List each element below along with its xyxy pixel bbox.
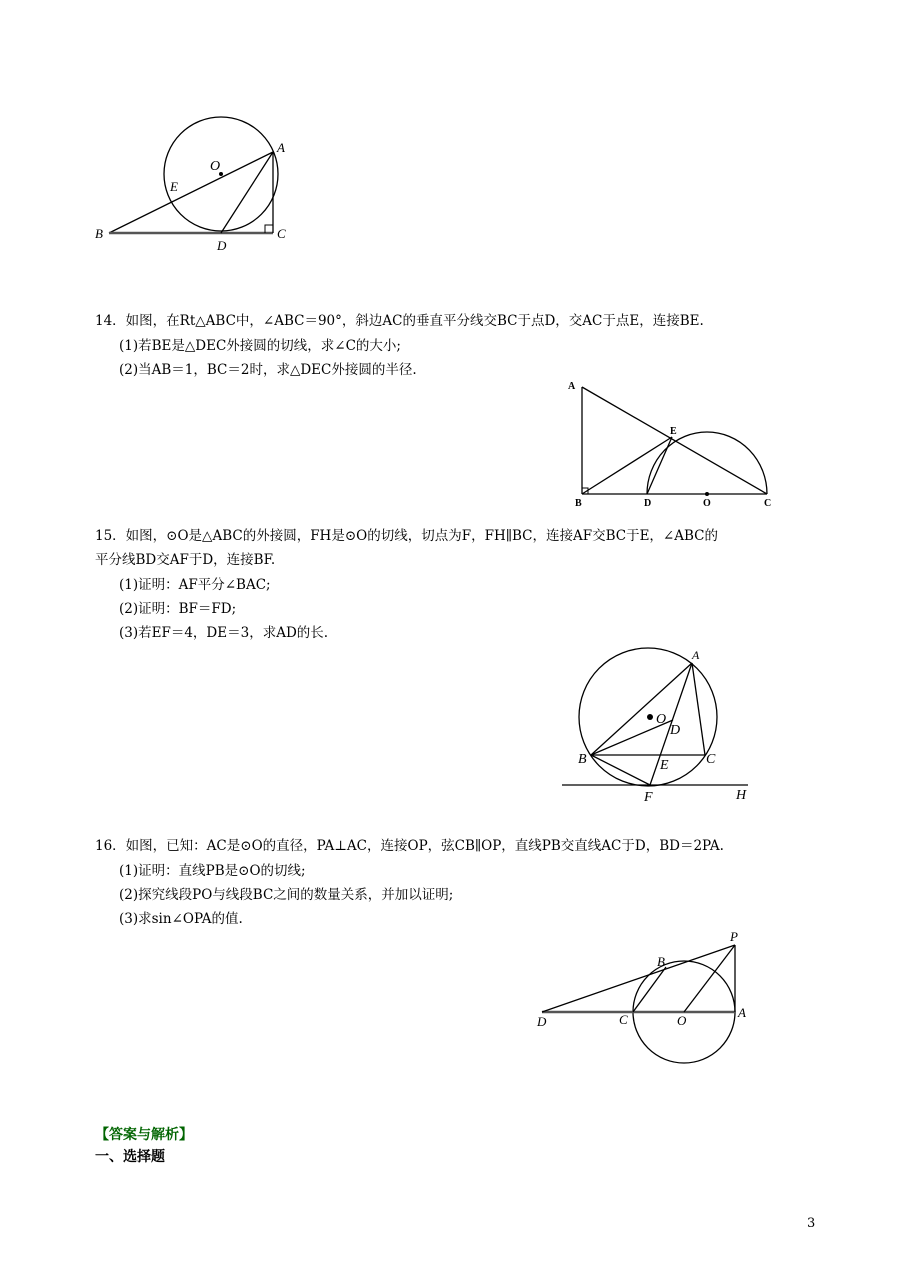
- figure-15: [560, 645, 760, 810]
- label-a: A: [692, 648, 700, 662]
- label-e: E: [660, 758, 669, 773]
- problem-16-stem: 16．如图，已知：AC是⊙O的直径，PA⊥AC，连接OP，弦CB∥OP，直线PB交直线AC于D，BD＝2PA.: [95, 838, 724, 854]
- figure-16: [530, 925, 760, 1070]
- label-o: O: [656, 712, 667, 727]
- center-dot: [647, 714, 653, 720]
- problem-15-stem-line-1: 15．如图，⊙O是△ABC的外接圆，FH是⊙O的切线，切点为F，FH∥BC，连接AF交BC于E，∠ABC的: [95, 528, 718, 544]
- figure-14: [560, 372, 785, 512]
- line-ba: [109, 152, 273, 233]
- problem-15-stem-line-2: 平分线BD交AF于D，连接BF.: [95, 552, 276, 568]
- problem-14-part-1: (1)若BE是△DEC外接圆的切线，求∠C的大小;: [119, 338, 401, 354]
- label-o: O: [210, 159, 221, 174]
- label-d: D: [217, 238, 227, 253]
- problem-14-part-2: (2)当AB＝1，BC＝2时，求△DEC外接圆的半径.: [119, 362, 417, 378]
- problem-16-part-1: (1)证明：直线PB是⊙O的切线;: [119, 863, 306, 879]
- label-c: C: [619, 1012, 628, 1027]
- problem-16-part-3: (3)求sin∠OPA的值.: [119, 911, 243, 927]
- label-f: F: [644, 790, 653, 805]
- label-e: E: [170, 179, 178, 194]
- section-title: 一、选择题: [95, 1149, 165, 1165]
- line-dp: [542, 945, 735, 1012]
- label-a: A: [568, 381, 576, 392]
- line-be: [582, 437, 672, 494]
- answers-title: 【答案与解析】: [95, 1127, 193, 1143]
- label-h: H: [736, 788, 747, 803]
- problem-15-part-2: (2)证明：BF＝FD;: [119, 601, 237, 617]
- label-a: A: [738, 1005, 746, 1020]
- problem-15-part-3: (3)若EF＝4，DE＝3，求AD的长.: [119, 625, 329, 641]
- label-b: B: [657, 954, 665, 969]
- label-d: D: [644, 498, 652, 509]
- problem-16-part-2: (2)探究线段PO与线段BC之间的数量关系，并加以证明;: [119, 887, 454, 903]
- label-e: E: [670, 426, 677, 437]
- label-b: B: [578, 752, 587, 767]
- label-c: C: [277, 226, 286, 241]
- label-a: A: [277, 140, 285, 155]
- line-po: [684, 945, 735, 1012]
- label-p: P: [730, 929, 738, 944]
- line-ac: [692, 663, 705, 755]
- figure-13: [90, 108, 310, 263]
- label-b: B: [575, 498, 582, 509]
- label-b: B: [95, 226, 103, 241]
- line-ac: [582, 387, 767, 494]
- label-c: C: [706, 752, 716, 767]
- label-o: O: [703, 498, 711, 509]
- center-dot: [705, 492, 709, 496]
- problem-15-part-1: (1)证明：AF平分∠BAC;: [119, 577, 271, 593]
- problem-14-stem: 14．如图，在Rt△ABC中，∠ABC＝90°，斜边AC的垂直平分线交BC于点D，交AC于点E，连接BE.: [95, 313, 704, 329]
- page-number: 3: [807, 1216, 816, 1231]
- label-c: C: [764, 498, 772, 509]
- label-d: D: [537, 1014, 547, 1029]
- label-o: O: [677, 1013, 687, 1028]
- label-d: D: [670, 723, 681, 738]
